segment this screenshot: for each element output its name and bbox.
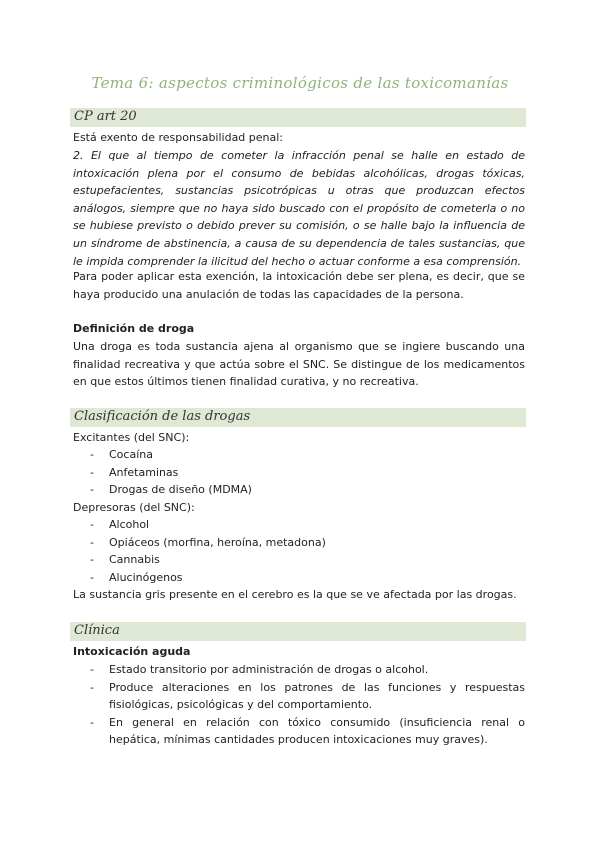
definition-heading: Definición de droga (73, 322, 195, 335)
excitantes-list (73, 446, 525, 499)
dash-bullet: - (90, 663, 94, 676)
list-item: - Cannabis (73, 551, 525, 569)
list-item: - Anfetaminas (73, 464, 525, 482)
section-heading-cp: CP art 20 (74, 109, 137, 124)
dash-bullet: - (90, 535, 94, 549)
depresoras-label: Depresoras (del SNC): (73, 501, 195, 514)
list-item: - Estado transitorio por administración de drogas o alcohol. (73, 661, 525, 679)
depresoras-list (73, 516, 525, 586)
clinica-subheading: Intoxicación aguda (73, 645, 191, 658)
definition-text: Una droga es toda sustancia ajena al organismo que se ingiere buscando una finalidad recreativa y que actúa sobre el SNC. Se distingue de los medicamentos en que estos últimos tienen finalidad curativa, y no recreativa. (73, 340, 525, 389)
cp-note: Para poder aplicar esta exención, la intoxicación debe ser plena, es decir, que se haya producido una anulación de todas las capacidades de la persona. (73, 270, 525, 301)
dash-bullet: - (90, 570, 94, 584)
section-heading-band (70, 622, 526, 641)
section-heading-clinica: Clínica (74, 623, 120, 638)
list-item: - Cocaína (73, 446, 525, 464)
cp-intro: Está exento de responsabilidad penal: (73, 131, 284, 144)
excitantes-label: Excitantes (del SNC): (73, 431, 190, 444)
page-title: Tema 6: aspectos criminológicos de las toxicomanías (91, 74, 509, 92)
cp-quote: 2. El que al tiempo de cometer la infracción penal se halle en estado de intoxicación plena por el consumo de bebidas alcohólicas, drogas tóxicas, estupefacientes, sustancias psicotrópicas u otras que produzcan efectos análogos, siempre que no haya sido buscado con el propósito de cometerla o no se hubiese previsto o debido prever su comisión, o se halle bajo la influencia de un síndrome de abstinencia, a causa de su dependencia de tales sustancias, que le impida comprender la ilicitud del hecho o actuar conforme a esa comprensión. (73, 149, 525, 268)
dash-bullet: - (90, 553, 94, 567)
list-item: - Opiáceos (morfina, heroína, metadona) (73, 534, 525, 552)
dash-bullet: - (90, 465, 94, 479)
clinica-list (73, 661, 525, 749)
list-item: - En general en relación con tóxico consumido (insuficiencia renal o hepática, mínimas cantidades producen intoxicaciones muy graves). (90, 715, 525, 747)
list-item: - Alucinógenos (73, 569, 525, 587)
clasificacion-note: La sustancia gris presente en el cerebro es la que se ve afectada por las drogas. (73, 588, 517, 601)
dash-bullet: - (90, 518, 94, 531)
section-heading-band (70, 108, 526, 127)
dash-bullet: - (90, 483, 94, 497)
dash-bullet: - (90, 448, 94, 461)
list-item: - Produce alteraciones en los patrones de las funciones y respuestas fisiológicas, psicológicas y del comportamiento. (90, 680, 525, 712)
list-item: - Alcohol (73, 516, 525, 534)
list-item: - Drogas de diseño (MDMA) (73, 481, 525, 499)
section-heading-band (70, 408, 526, 427)
dash-bullet: - (90, 680, 94, 694)
section-heading-clasificacion: Clasificación de las drogas (74, 409, 251, 424)
dash-bullet: - (90, 715, 94, 729)
